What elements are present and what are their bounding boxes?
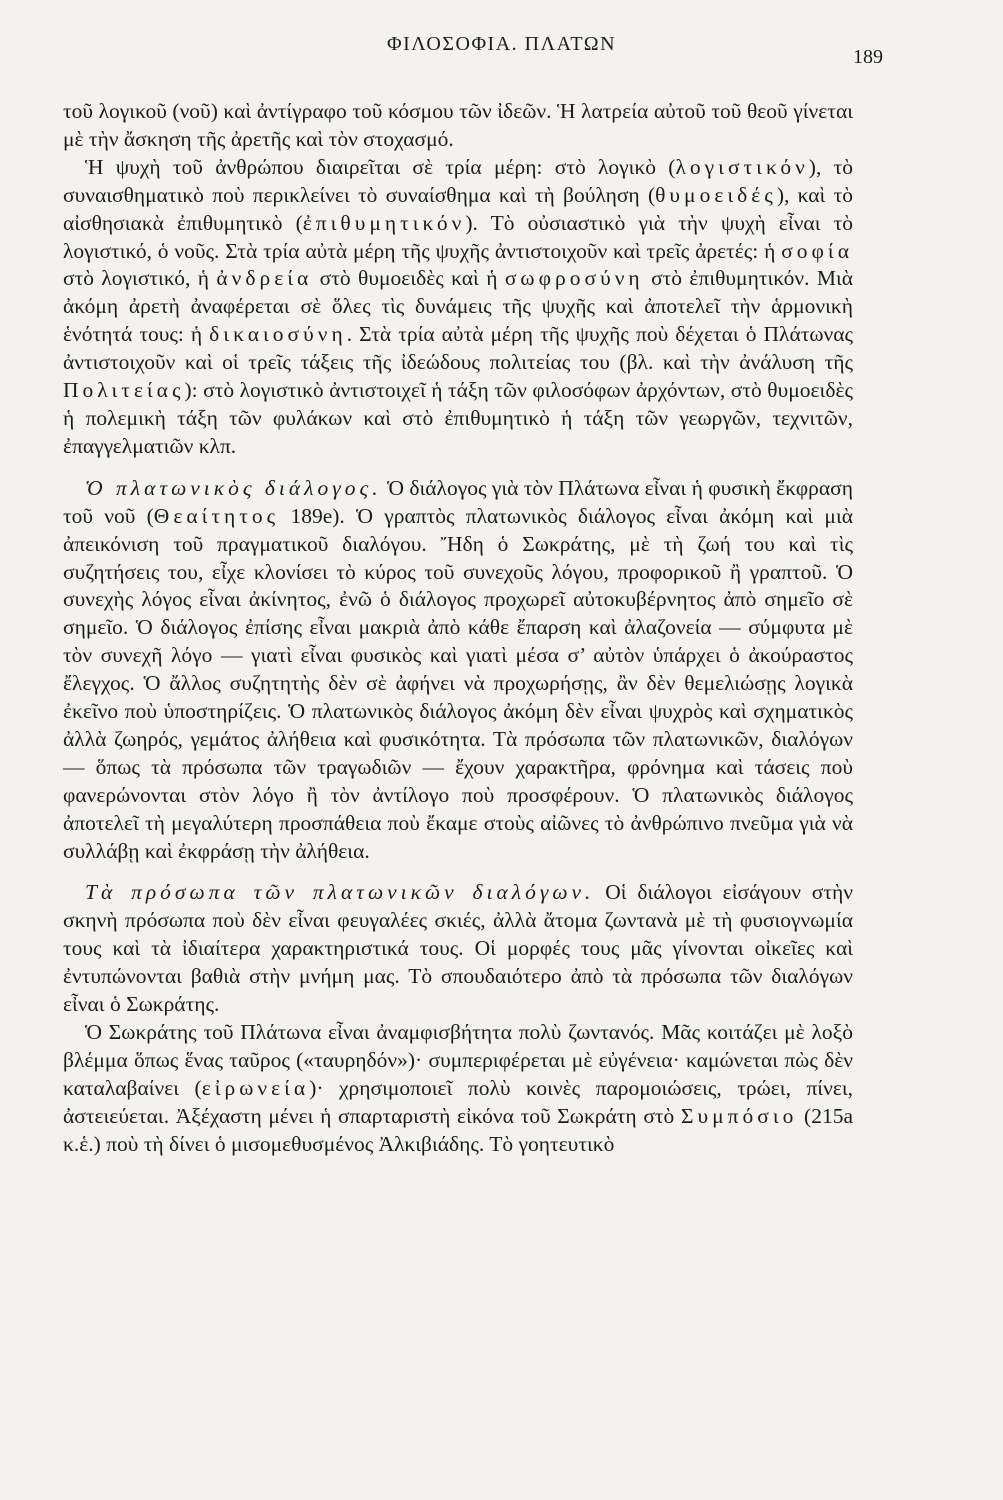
- text-run: Ἡ ψυχὴ τοῦ ἀνθρώπου διαιρεῖται σὲ τρία μέρη: στὸ λογικὸ (: [85, 154, 676, 179]
- text-run: στὸ θυμοειδὲς καὶ ἡ: [312, 266, 505, 291]
- emphasized-text: Θεαίτητος: [153, 503, 280, 528]
- text-run: . Στὰ τρία αὐτὰ μέρη τῆς ψυχῆς ποὺ δέχεται ὁ Πλάτωνας ἀντιστοιχοῦν καὶ οἱ τρεῖς τάξεις τῆς ἰδεώδους πολιτείας του (βλ. καὶ τὴν ἀνάλυση τῆς: [63, 322, 853, 375]
- text-run: Οἱ διάλογοι εἰσάγουν στὴν σκηνὴ πρόσωπα ποὺ δὲν εἶναι φευγαλέες σκιές, ἀλλὰ ἄτομα ζωντανὰ μὲ τὴ φυσιογνωμία τους καὶ τὰ ἰδιαίτερα χαρακτηριστικά τους. Οἱ μορφές τους μᾶς γίνονται οἰκεῖες καὶ ἐντυπώνονται βαθιὰ στὴν μνήμη μας. Τὸ σπουδαιότερο ἀπὸ τὰ πρόσωπα τῶν διαλόγων εἶναι ὁ Σωκράτης.: [63, 880, 853, 1017]
- emphasized-text: δικαιοσύνη: [209, 322, 347, 347]
- emphasized-text: λογιστικόν: [675, 154, 809, 179]
- text-run: ), τὸ συναισθηματικὸ ποὺ περικλείνει τὸ συναίσθημα καὶ τὴ βούληση (: [63, 154, 853, 207]
- page-number: 189: [853, 46, 883, 68]
- emphasized-text: εἰρωνεία: [201, 1075, 310, 1100]
- emphasized-text: θυμοειδές: [655, 182, 777, 207]
- text-run: ), καὶ τὸ αἰσθησιακὰ ἐπιθυμητικὸ (: [63, 182, 853, 235]
- paragraph: [63, 1019, 853, 1159]
- emphasized-text: Συμπόσιο: [680, 1103, 798, 1128]
- body-text: [63, 98, 853, 1159]
- running-title: ΦΙΛΟΣΟΦΙΑ. ΠΛΑΤΩΝ: [386, 33, 617, 55]
- emphasized-text: σοφία: [781, 238, 853, 263]
- text-run: Ὁ Σωκράτης τοῦ Πλάτωνα εἶναι ἀναμφισβήτητα πολὺ ζωντανός. Μᾶς κοιτάζει μὲ λοξὸ βλέμμα ὅπως ἕνας ταῦρος («ταυρηδόν»)· συμπεριφέρεται μὲ εὐγένεια· καμώνεται πὼς δὲν καταλαβαίνει (: [63, 1020, 853, 1100]
- paragraph: [63, 879, 853, 1019]
- text-run: )· χρησιμοποιεῖ πολὺ κοινὲς παρομοιώσεις, τρώει, πίνει, ἀστειεύεται. Ἀξέχαστη μένει ἡ σπαρταριστὴ εἰκόνα τοῦ Σωκράτη στὸ: [63, 1075, 854, 1128]
- text-run: ). Τὸ οὐσιαστικὸ γιὰ τὴν ψυχὴ εἶναι τὸ λογιστικό, ὁ νοῦς. Στὰ τρία αὐτὰ μέρη τῆς ψυχῆς ἀντιστοιχοῦν καὶ τρεῖς ἀρετές: ἡ: [63, 210, 854, 263]
- text-run: Ὁ διάλογος γιὰ τὸν Πλάτωνα εἶναι ἡ φυσικὴ ἔκφραση τοῦ νοῦ (: [63, 475, 853, 528]
- text-run: ): στὸ λογιστικὸ ἀντιστοιχεῖ ἡ τάξη τῶν φιλοσόφων ἀρχόντων, στὸ θυμοειδὲς ἡ πολεμικὴ τάξη τῶν φυλάκων καὶ στὸ ἐπιθυμητικὸ ἡ τάξη τῶν γεωργῶν, τεχνιτῶν, ἐπαγγελματιῶν κλπ.: [63, 378, 853, 458]
- emphasized-text: Τὰ πρόσωπα τῶν πλατωνικῶν διαλόγων.: [85, 880, 595, 905]
- paragraph: [63, 98, 853, 154]
- paragraph: [63, 475, 853, 866]
- text-run: 189e). Ὁ γραπτὸς πλατωνικὸς διάλογος εἶναι ἀκόμη καὶ μιὰ ἀπεικόνιση τοῦ πραγματικοῦ διαλόγου. Ἤδη ὁ Σωκράτης, μὲ τὴ ζωή του καὶ τὶς συζητήσεις του, εἶχε κλονίσει τὸ κύρος τοῦ συνεχοῦς λόγου, προφορικοῦ ἢ γραπτοῦ. Ὁ συνεχὴς λόγος εἶναι ἀκίνητος, ἐνῶ ὁ διάλογος προχωρεῖ αὐτοκυβέρνητος ἀπὸ σημεῖο σὲ σημεῖο. Ὁ διάλογος ἐπίσης εἶναι μακριὰ ἀπὸ κάθε ἔπαρση καὶ ἀλαζονεία — σύμφυτα μὲ τὸν συνεχῆ λόγο — γιατὶ εἶναι φυσικὸς καὶ γιατὶ μέσα σ’ αὐτὸν ὑπάρχει ὁ ἀκούραστος ἔλεγχος. Ὁ ἄλλος συζητητὴς δὲν σὲ ἀφήνει νὰ προχωρήσῃς, ἂν δὲν θεμελιώσῃς λογικὰ ἐκεῖνο ποὺ ὑποστηρίζεις. Ὁ πλατωνικὸς διάλογος ἀκόμη δὲν εἶναι ψυχρὸς καὶ σχηματικὸς ἀλλὰ ζωηρός, γεμάτος ἀλήθεια καὶ φυσικότητα. Τὰ πρόσωπα τῶν πλατωνικῶν, διαλόγων — ὅπως τὰ πρόσωπα τῶν τραγωδιῶν — ἔχουν χαρακτῆρα, φρόνημα καὶ τάσεις ποὺ φανερώνονται στὸν λόγο ἢ τὸν ἀντίλογο ποὺ προσφέρουν. Ὁ πλατωνικὸς διάλογος ἀποτελεῖ τὴ μεγαλύτερη προσπάθεια ποὺ ἔκαμε στοὺς αἰῶνες τὸ ἀνθρώπινο πνεῦμα γιὰ νὰ συλλάβῃ καὶ ἐκφράσῃ τὴν ἀλήθεια.: [63, 503, 853, 863]
- text-run: στὸ λογιστικό, ἡ: [63, 266, 217, 291]
- emphasized-text: ἐπιθυμητικόν: [302, 210, 466, 235]
- emphasized-text: ἀνδρεία: [216, 266, 313, 291]
- emphasized-text: Πολιτείας: [63, 378, 185, 403]
- text-run: τοῦ λογικοῦ (νοῦ) καὶ ἀντίγραφο τοῦ κόσμου τῶν ἰδεῶν. Ἡ λατρεία αὐτοῦ τοῦ θεοῦ γίνεται μὲ τὴν ἄσκηση τῆς ἀρετῆς καὶ τὸν στοχασμό.: [63, 99, 853, 151]
- paragraph: [63, 154, 853, 461]
- emphasized-text: Ὁ πλατωνικὸς διάλογος.: [85, 475, 382, 500]
- text-run: (215a κ.ἑ.) ποὺ τὴ δίνει ὁ μισομεθυσμένος Ἀλκιβιάδης. Τὸ γοητευτικὸ: [63, 1103, 854, 1156]
- emphasized-text: σωφροσύνη: [504, 266, 644, 291]
- text-run: στὸ ἐπιθυμητικόν. Μιὰ ἀκόμη ἀρετὴ ἀναφέρεται σὲ ὅλες τὶς δυνάμεις τῆς ψυχῆς καὶ ἀποτελεῖ τὴν ἁρμονικὴ ἑνότητά τους: ἡ: [63, 266, 854, 347]
